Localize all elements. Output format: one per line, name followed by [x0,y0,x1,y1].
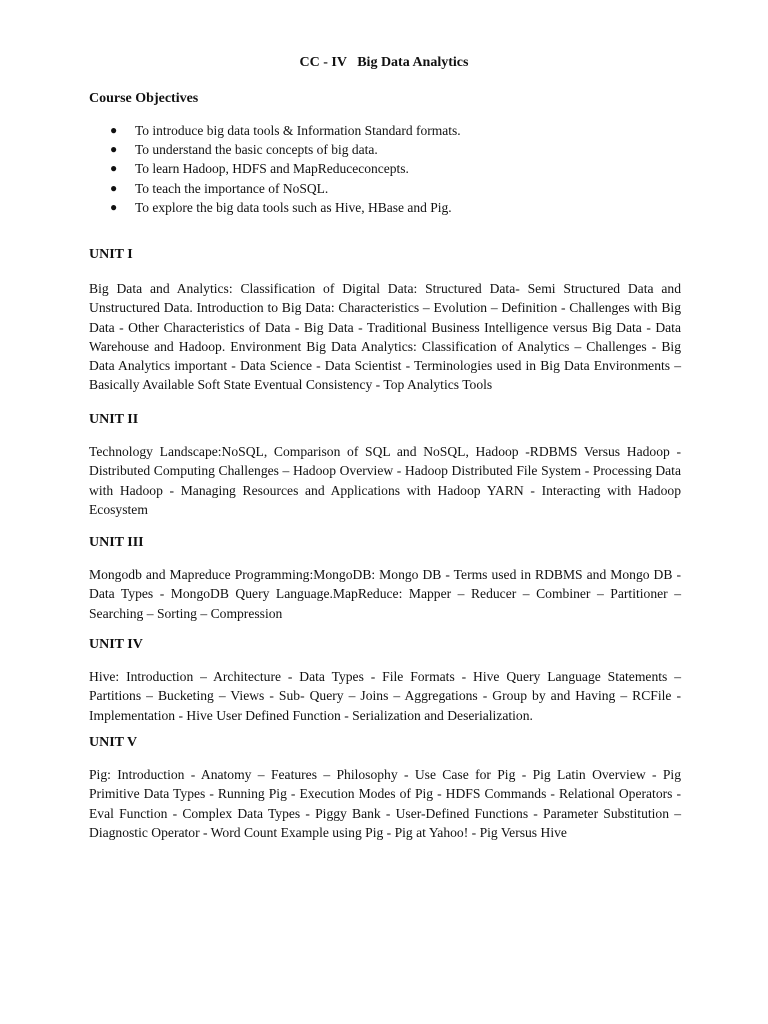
unit-section-2 [89,412,681,519]
unit-heading: UNIT V [89,735,138,750]
unit-section-4 [89,637,681,725]
objective-item [108,140,461,159]
unit-section-5 [89,735,681,842]
objective-item [108,159,461,178]
unit-section-1 [89,247,681,395]
objective-text: To understand the basic concepts of big data. [135,142,378,158]
unit-body: Mongodb and Mapreduce Programming:MongoDB: Mongo DB - Terms used in RDBMS and Mongo DB - Data Types - MongoDB Query Language.MapReduce: Mapper – Reducer – Combiner – Partitioner – Searching – Sorting – Compression [89,567,681,621]
unit-heading: UNIT III [89,535,144,550]
bullet-icon: ● [110,142,118,157]
unit-heading: UNIT I [89,247,133,262]
bullet-icon: ● [110,161,118,176]
course-objectives-list [108,121,461,217]
unit-heading: UNIT IV [89,637,143,652]
unit-heading: UNIT II [89,412,139,427]
unit-section-3 [89,535,681,623]
objective-item [108,198,461,217]
bullet-icon: ● [110,199,118,214]
objective-text: To explore the big data tools such as Hive, HBase and Pig. [135,199,452,215]
course-objectives-heading: Course Objectives [89,91,199,106]
objective-item [108,179,461,198]
objective-text: To introduce big data tools & Information Standard formats. [135,123,461,138]
unit-body: Hive: Introduction – Architecture - Data Types - File Formats - Hive Query Language Statements – Partitions – Bucketing – Views - Sub- Query – Joins – Aggregations - Group by and Having – RCFile - Implementation - Hive User Defined Function - Serialization and Deserialization. [89,669,681,723]
unit-body: Technology Landscape:NoSQL, Comparison of SQL and NoSQL, Hadoop -RDBMS Versus Hadoop - Distributed Computing Challenges – Hadoop Overview - Hadoop Distributed File System - Processing Data with Hadoop - Managing Resources and Applications with Hadoop YARN - Interacting with Hadoop Ecosystem [89,444,681,517]
unit-body: Big Data and Analytics: Classification of Digital Data: Structured Data- Semi Structured Data and Unstructured Data. Introduction to Big Data: Characteristics – Evolution – Definition - Challenges with Big Data - Other Characteristics of Data - Big Data - Traditional Business Intelligence versus Big Data - Data Warehouse and Hadoop. Environment Big Data Analytics: Classification of Analytics – Challenges - Big Data Analytics important - Data Science - Data Scientist - Terminologies used in Big Data Environments – Basically Available Soft State Eventual Consistency - Top Analytics Tools [89,281,681,393]
bullet-icon: ● [110,180,118,195]
bullet-icon: ● [110,123,118,137]
unit-body: Pig: Introduction - Anatomy – Features – Philosophy - Use Case for Pig - Pig Latin Overview - Pig Primitive Data Types - Running Pig - Execution Modes of Pig - HDFS Commands - Relational Operators - Eval Function - Complex Data Types - Piggy Bank - User-Defined Functions - Parameter Substitution – Diagnostic Operator - Word Count Example using Pig - Pig at Yahoo! - Pig Versus Hive [89,767,681,840]
objective-text: To teach the importance of NoSQL. [135,180,329,196]
document-title: CC - IV Big Data Analytics [299,55,469,70]
objective-item [108,121,461,140]
objective-text: To learn Hadoop, HDFS and MapReduceconcepts. [135,161,409,177]
